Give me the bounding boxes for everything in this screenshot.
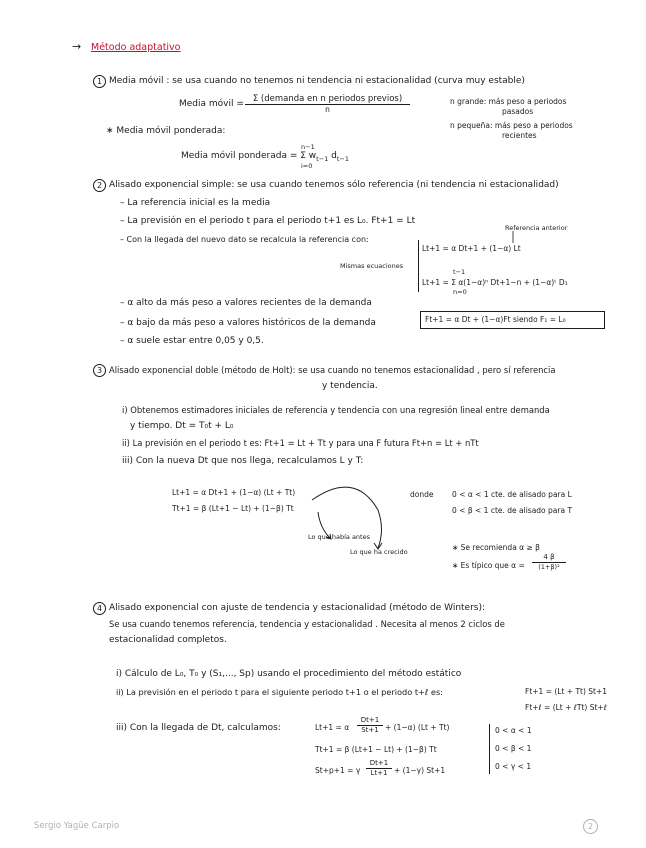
- donde-label: donde: [410, 490, 434, 499]
- n-large-note-cont: pasados: [502, 107, 534, 116]
- section-1-number: 1: [93, 75, 106, 88]
- winters-level-lhs: Lt+1 = α: [315, 723, 350, 732]
- winters-forecast-1: Ft+1 = (Lt + Tt) St+1: [525, 687, 608, 696]
- s2-sum-lower: n=0: [453, 288, 467, 296]
- footer-author: Sergio Yagüe Carpio: [34, 821, 120, 831]
- previous-reference-label: Referencia anterior: [505, 224, 568, 232]
- s4-item-i: i) Cálculo de L₀, T₀ y (S₁,..., Sp) usando el procedimiento del método estático: [116, 669, 462, 679]
- beta-range: 0 < β < 1: [495, 744, 532, 753]
- winters-forecast-l: Ft+ℓ = (Lt + ℓTt) St+ℓ: [525, 703, 607, 712]
- s4-item-iii: iii) Con la llegada de Dt, calculamos:: [116, 723, 281, 733]
- section-1-title: Media móvil : se usa cuando no tenemos ni tendencia ni estacionalidad (curva muy estable): [109, 76, 525, 86]
- winters-season-numerator: Dt+1: [366, 759, 392, 769]
- section-3-title: Alisado exponencial doble (método de Holt): se usa cuando no tenemos estacionalidad , pero sí referencia: [109, 365, 556, 375]
- weighted-d: d: [331, 151, 337, 161]
- what-was-before-label: Lo que había antes: [308, 533, 370, 541]
- s2-bullet-5: – α bajo da más peso a valores históricos de la demanda: [120, 318, 376, 328]
- s3-item-i-cont: y tiempo. Dt = T₀t + L₀: [130, 421, 234, 431]
- s2-sum-upper: t−1: [453, 268, 466, 276]
- page-number: 2: [583, 819, 598, 834]
- s2-bullet-4: – α alto da más peso a valores recientes de la demanda: [120, 298, 372, 308]
- holt-level-equation: Lt+1 = α Dt+1 + (1−α) (Lt + Tt): [172, 488, 296, 497]
- weighted-sum-lower: i=0: [301, 162, 313, 170]
- s2-bullet-3: – Con la llegada del nuevo dato se recalcula la referencia con:: [120, 235, 369, 244]
- winters-season-denominator: Lt+1: [370, 769, 388, 777]
- winters-season-rhs: + (1−γ) St+1: [394, 766, 446, 775]
- section-4-title: Alisado exponencial con ajuste de tendencia y estacionalidad (método de Winters):: [109, 603, 486, 613]
- holt-trend-equation: Tt+1 = β (Lt+1 − Lt) + (1−β) Tt: [172, 504, 294, 513]
- s4-description-cont: estacionalidad completos.: [109, 635, 227, 645]
- s3-item-ii: ii) La previsión en el periodo t es: Ft+1 = Lt + Tt y para una F futura Ft+n = Lt + nTt: [122, 438, 479, 448]
- winters-level-numerator: Dt+1: [357, 716, 383, 726]
- typical-alpha-numerator: 4 β: [532, 553, 566, 563]
- beta-constraint: 0 < β < 1 cte. de alisado para T: [452, 506, 573, 515]
- s2-boxed-formula-text: Ft+1 = α Dt + (1−α)Ft siendo F₁ = L₀: [425, 315, 566, 324]
- alpha-range: 0 < α < 1: [495, 726, 532, 735]
- winters-season-fraction: [366, 759, 392, 778]
- weighted-sum-upper: n−1: [301, 143, 315, 151]
- weighted-w-subscript: t−1: [316, 154, 329, 163]
- s2-bullet-1: – La referencia inicial es la media: [120, 198, 271, 208]
- weighted-d-subscript: t−1: [336, 154, 350, 163]
- winters-level-fraction: [357, 716, 383, 735]
- weighted-formula-main: Media móvil ponderada = Σ w: [181, 151, 317, 161]
- constants-brace: [489, 724, 490, 774]
- moving-average-fraction: [245, 94, 410, 114]
- weighted-formula: [181, 151, 349, 163]
- section-4-number: 4: [93, 602, 106, 615]
- alpha-constraint: 0 < α < 1 cte. de alisado para L: [452, 490, 572, 499]
- header-arrow: →: [72, 40, 82, 53]
- winters-trend-equation: Tt+1 = β (Lt+1 − Lt) + (1−β) Tt: [315, 745, 437, 754]
- winters-season-lhs: St+p+1 = γ: [315, 766, 361, 775]
- section-3-number: 3: [93, 364, 106, 377]
- section-2-title: Alisado exponencial simple: se usa cuando tenemos sólo referencia (ni tendencia ni estacionalidad): [109, 180, 559, 190]
- gamma-range: 0 < γ < 1: [495, 762, 532, 771]
- moving-average-denominator: n: [325, 105, 330, 114]
- s2-bullet-6: – α suele estar entre 0,05 y 0,5.: [120, 336, 264, 346]
- s3-item-iii: iii) Con la nueva Dt que nos llega, recalculamos L y T:: [122, 456, 364, 466]
- winters-level-rhs: + (1−α) (Lt + Tt): [385, 723, 450, 732]
- typical-alpha-fraction: [532, 553, 566, 571]
- s4-description: Se usa cuando tenemos referencia, tendencia y estacionalidad . Necesita al menos 2 ciclos de: [109, 619, 505, 629]
- page-title: Método adaptativo: [91, 42, 181, 53]
- n-small-note: n pequeña: más peso a periodos: [450, 121, 573, 130]
- winters-level-denominator: St+1: [361, 726, 379, 734]
- what-has-grown-label: Lo que ha crecido: [350, 548, 408, 556]
- section-3-title-cont: y tendencia.: [322, 381, 378, 391]
- moving-average-numerator: Σ (demanda en n periodos previos): [245, 94, 410, 105]
- n-small-note-cont: recientes: [502, 131, 537, 140]
- weighted-bullet: ∗ Media móvil ponderada:: [106, 126, 226, 136]
- typical-note: ∗ Es típico que α =: [452, 561, 525, 570]
- same-equations-label: Mismas ecuaciones: [340, 262, 404, 270]
- s2-equation-1: Lt+1 = α Dt+1 + (1−α) Lt: [422, 244, 521, 253]
- s2-bullet-2: – La previsión en el periodo t para el periodo t+1 es L₀. Ft+1 = Lt: [120, 216, 416, 226]
- section-2-number: 2: [93, 179, 106, 192]
- s4-item-ii: ii) La previsión en el periodo t para el siguiente periodo t+1 o el periodo t+ℓ es:: [116, 687, 443, 697]
- s3-item-i: i) Obtenemos estimadores iniciales de referencia y tendencia con una regresión lineal entre demanda: [122, 405, 550, 415]
- equations-brace: [418, 240, 419, 292]
- s2-equation-2: Lt+1 = Σ α(1−α)ⁿ Dt+1−n + (1−α)ᵗ D₁: [422, 278, 568, 287]
- n-large-note: n grande: más peso a periodos: [450, 97, 567, 106]
- recommendation-note: ∗ Se recomienda α ≥ β: [452, 543, 540, 552]
- moving-average-lhs: Media móvil =: [179, 99, 244, 109]
- typical-alpha-denominator: (1+β)²: [538, 563, 560, 571]
